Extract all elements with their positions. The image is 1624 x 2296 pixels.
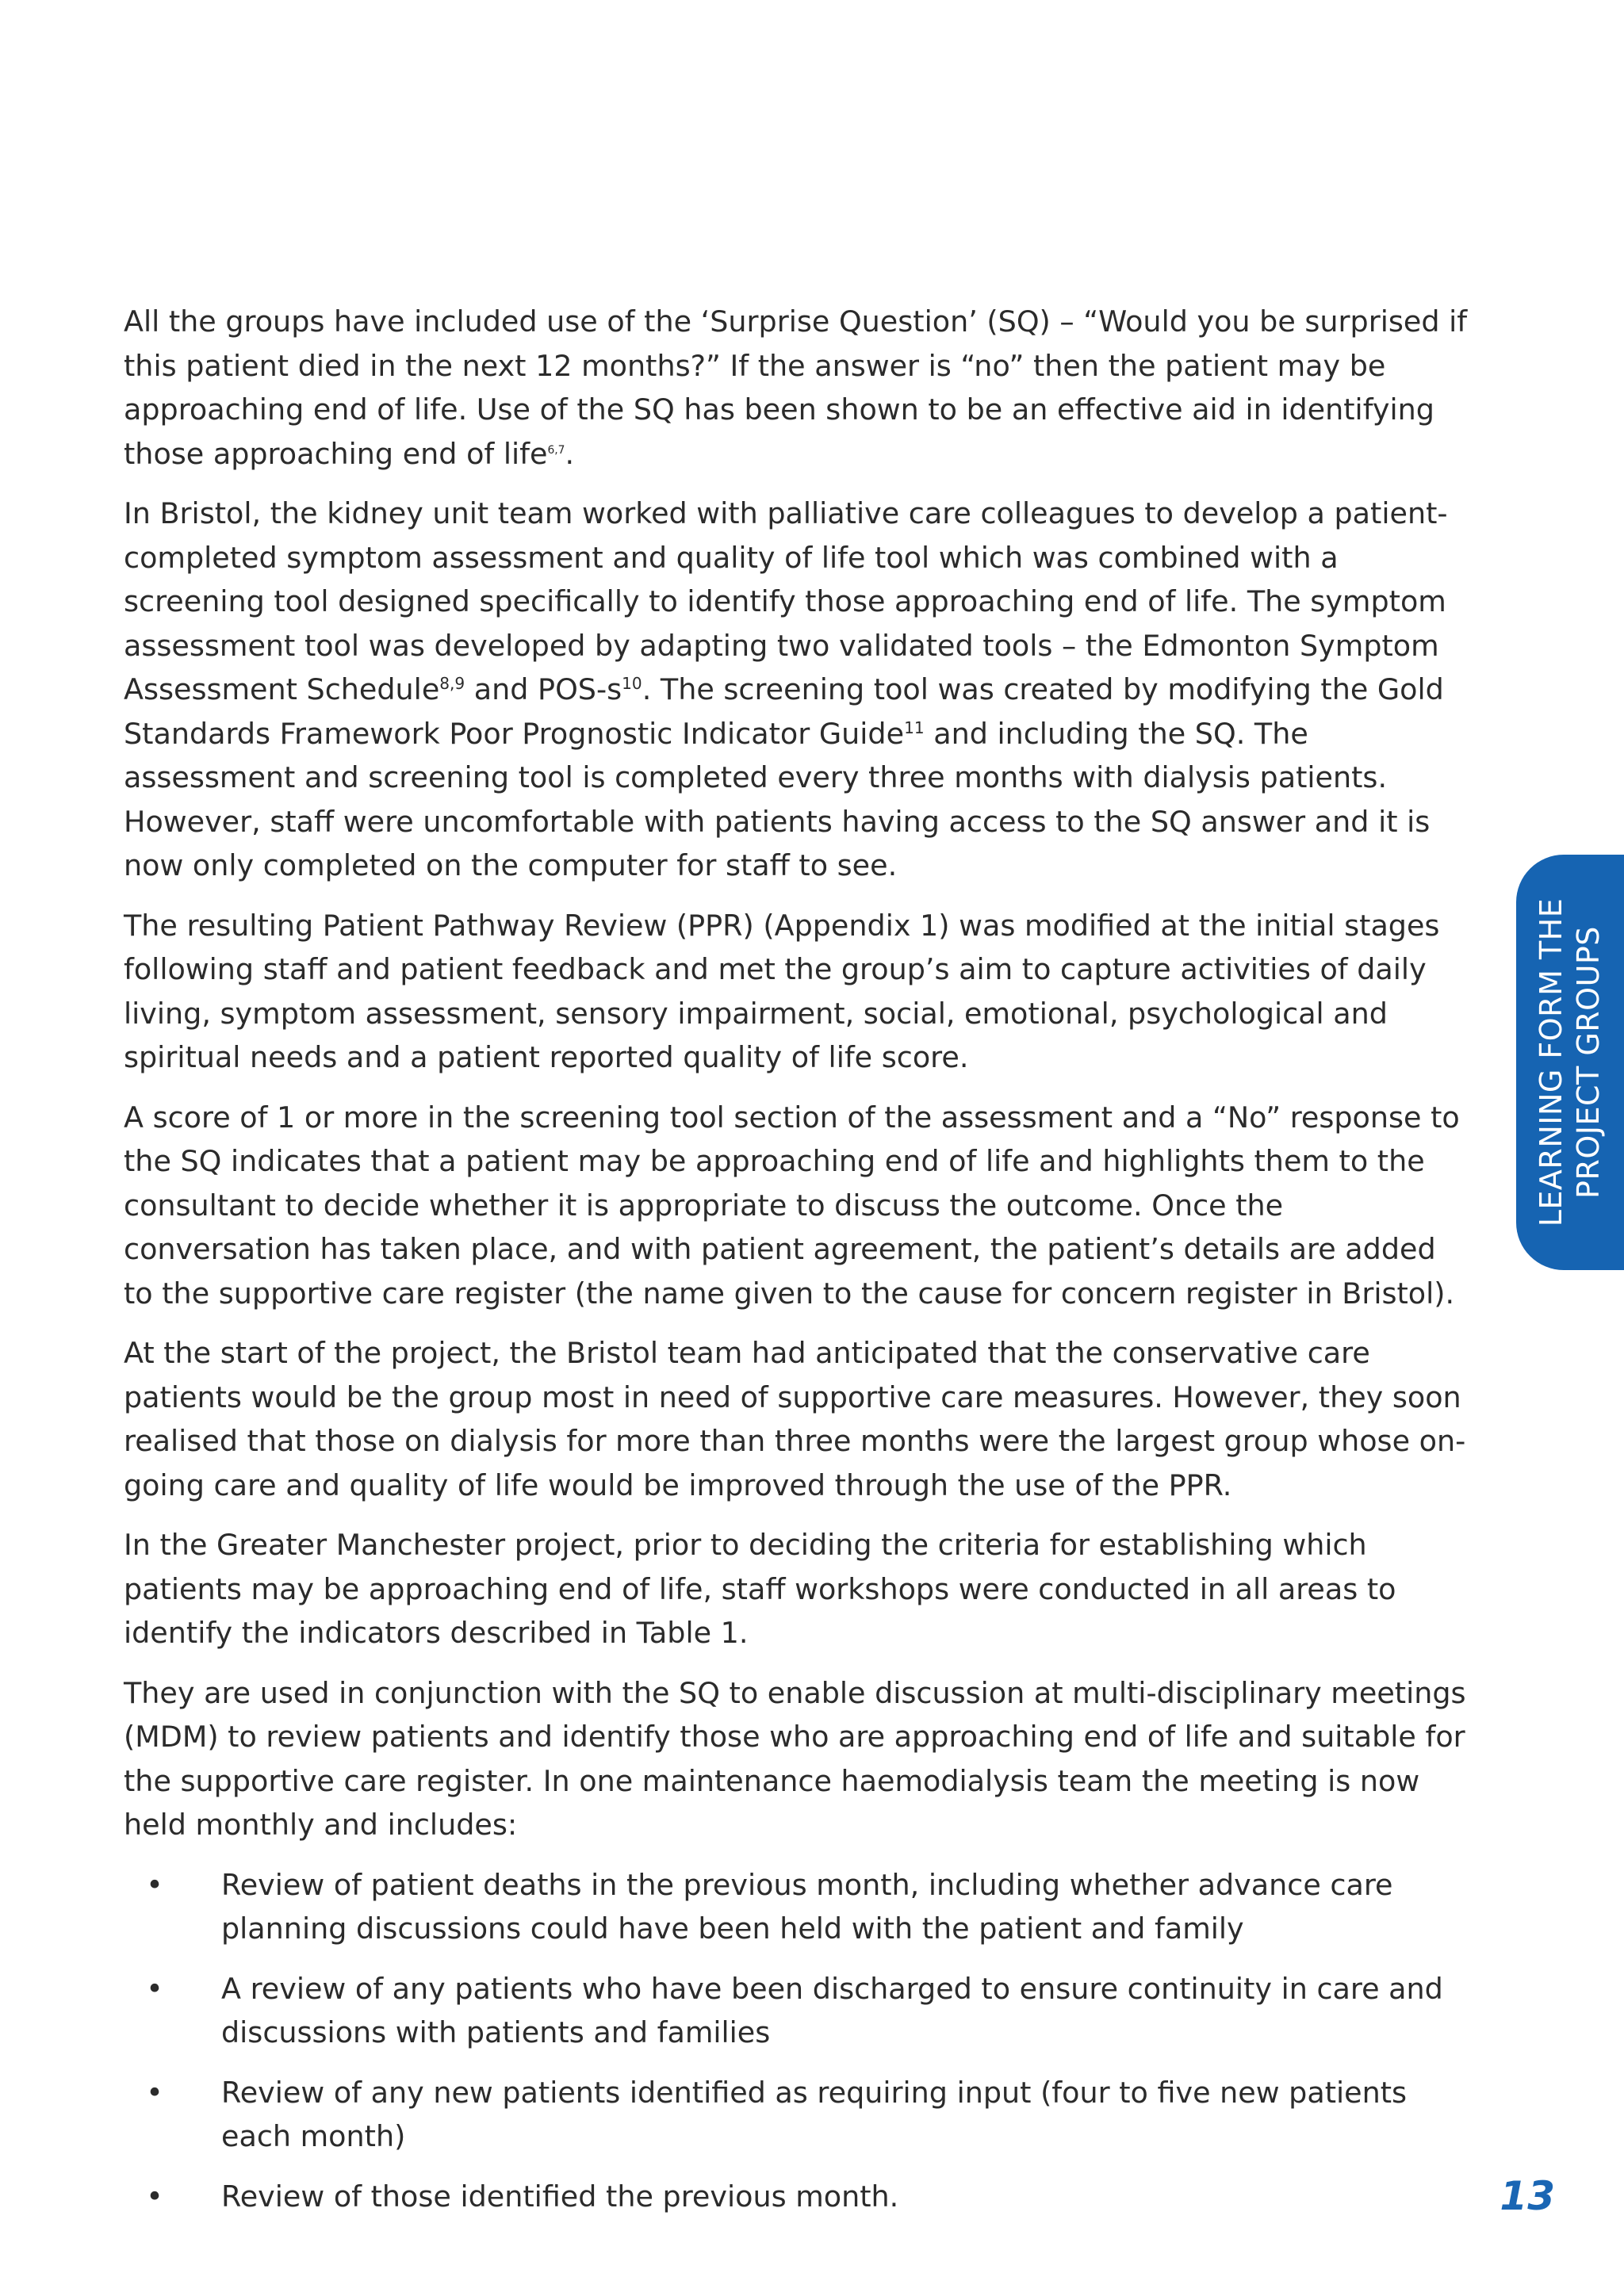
bullet-icon: • xyxy=(146,2179,163,2214)
paragraph-text: All the groups have included use of the ‘Surprise Question’ (SQ) – “Would you be surprised if this patient died in the next 12 months?” If the answer is “no” then the patient may be approaching end of life. Use of the SQ has been shown to be an effective aid in identifying those approaching end of life xyxy=(124,304,1468,471)
body-text xyxy=(124,300,1472,2234)
page-number: 13 xyxy=(1500,2173,1555,2219)
mdm-bullet-list xyxy=(124,1863,1472,2219)
section-tab-line-2: PROJECT GROUPS xyxy=(1571,926,1606,1199)
paragraph-ppr: The resulting Patient Pathway Review (PPR) (Appendix 1) was modified at the initial stages following staff and patient feedback and met the group’s aim to capture activities of daily living, symptom assessment, sensory impairment, social, emotional, psychological and spiritual needs and a patient reported quality of life score. xyxy=(124,908,1440,1074)
citation-superscript: 10 xyxy=(622,673,642,693)
paragraph-bristol-tool xyxy=(124,492,1472,888)
bullet-icon: • xyxy=(146,2075,163,2110)
list-item-text: A review of any patients who have been discharged to ensure continuity in care and discussions with patients and families xyxy=(221,1971,1443,2049)
bullet-icon: • xyxy=(146,1971,163,2006)
list-item-text: Review of patient deaths in the previous month, including whether advance care planning discussions could have been held with the patient and family xyxy=(221,1867,1393,1946)
list-item xyxy=(124,1967,1472,2055)
list-item-text: Review of those identified the previous month. xyxy=(221,2179,899,2214)
citation-superscript: 8,9 xyxy=(439,673,465,693)
paragraph-text: and including the SQ. The assessment and screening tool is completed every three months with dialysis patients. However, staff were uncomfortable with patients having access to the SQ answer and it is now only completed on the computer for staff to see. xyxy=(124,716,1431,882)
paragraph-text: and POS-s xyxy=(465,672,622,706)
section-tab-label xyxy=(1533,898,1607,1227)
paragraph-text: In Bristol, the kidney unit team worked with palliative care colleagues to develop a patient-completed symptom assessment and quality of life tool which was combined with a screening tool designed specifically to identify those approaching end of life. The symptom assessment tool was developed by adapting two validated tools – the Edmonton Symptom Assessment Schedule xyxy=(124,496,1448,706)
paragraph-greater-manchester: In the Greater Manchester project, prior to deciding the criteria for establishing which patients may be approaching end of life, staff workshops were conducted in all areas to identify the indicators described in Table 1. xyxy=(124,1528,1396,1650)
list-item-text: Review of any new patients identified as requiring input (four to five new patients each month) xyxy=(221,2075,1408,2153)
list-item xyxy=(124,1863,1472,1951)
list-item xyxy=(124,2175,1472,2219)
paragraph-text: . The screening tool was created by modifying the Gold Standards Framework Poor Prognostic Indicator Guide xyxy=(124,672,1444,751)
citation-superscript: 11 xyxy=(904,718,925,737)
paragraph-bristol-findings: At the start of the project, the Bristol team had anticipated that the conservative care patients would be the group most in need of supportive care measures. However, they soon realised that those on dialysis for more than three months were the largest group whose on-going care and quality of life would be improved through the use of the PPR. xyxy=(124,1336,1466,1502)
bullet-icon: • xyxy=(146,1867,163,1902)
paragraph-screening-score: A score of 1 or more in the screening tool section of the assessment and a “No” response to the SQ indicates that a patient may be approaching end of life and highlights them to the consultant to decide whether it is appropriate to discuss the outcome. Once the conversation has taken place, and with patient agreement, the patient’s details are added to the supportive care register (the name given to the cause for concern register in Bristol). xyxy=(124,1100,1460,1311)
paragraph-mdm: They are used in conjunction with the SQ to enable discussion at multi-disciplinary meetings (MDM) to review patients and identify those who are approaching end of life and suitable for the supportive care register. In one maintenance haemodialysis team the meeting is now held monthly and includes: xyxy=(124,1675,1466,1842)
section-side-tab xyxy=(1516,855,1624,1270)
paragraph-end: . xyxy=(565,436,575,471)
section-tab-line-1: LEARNING FORM THE xyxy=(1534,897,1568,1227)
paragraph-surprise-question xyxy=(124,300,1472,476)
list-item xyxy=(124,2071,1472,2159)
citation-superscript: 6,7 xyxy=(547,443,565,457)
